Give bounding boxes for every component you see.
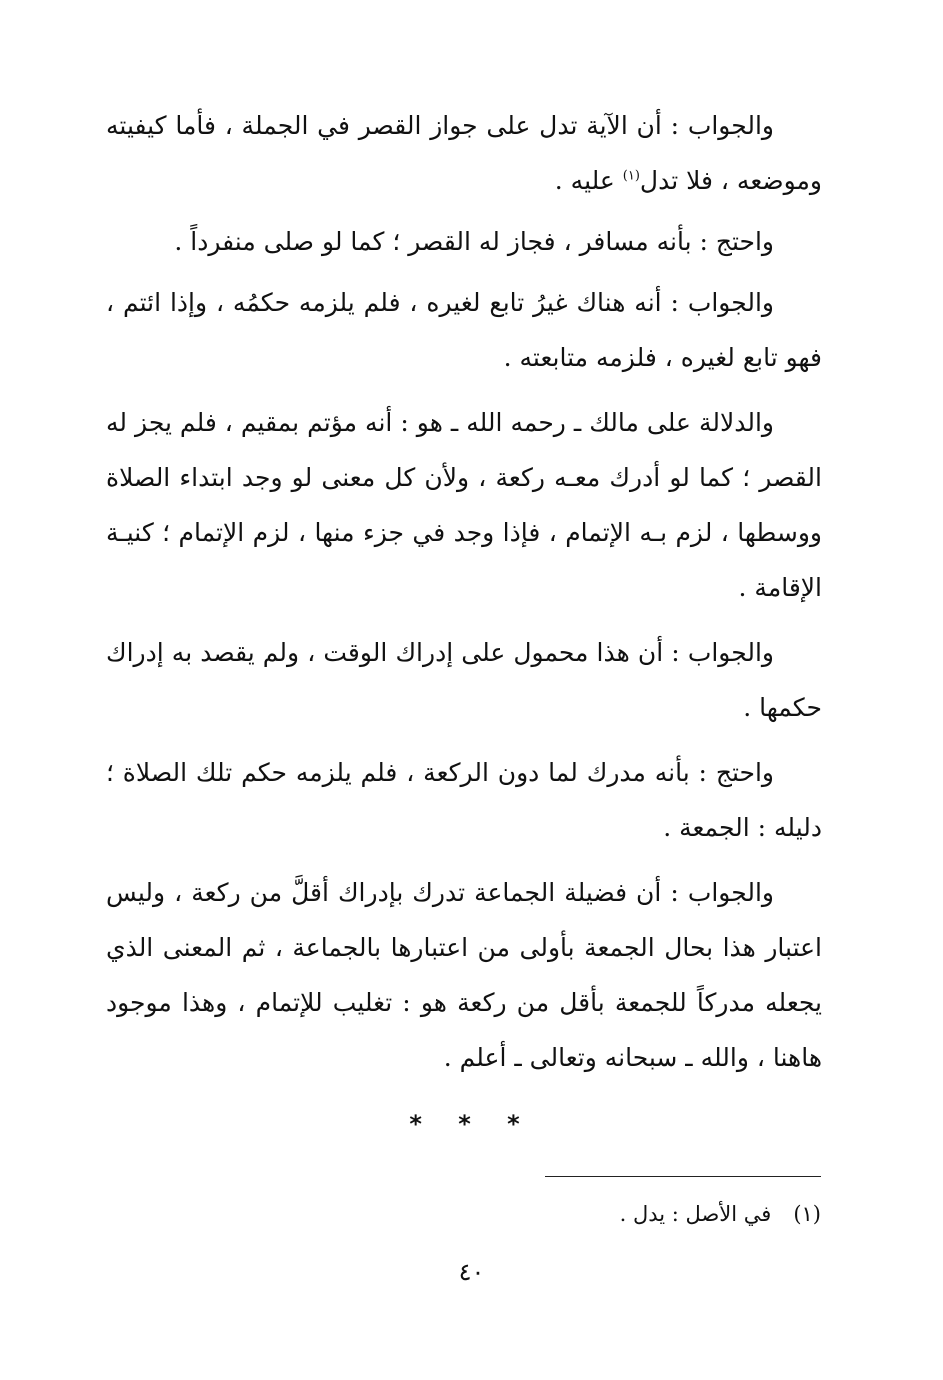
- paragraph-6: واحتج : بأنه مدرك لما دون الركعة ، فلم يلزمه حكم تلك الصلاة ؛ دليله : الجمعة .: [106, 758, 822, 842]
- footnote-text: في الأصل : يدل .: [619, 1202, 772, 1226]
- paragraph-5: والجواب : أن هذا محمول على إدراك الوقت ، ولم يقصد به إدراك حكمها .: [106, 638, 822, 722]
- paragraph-2: واحتج : بأنه مسافر ، فجاز له القصر ؛ كما لو صلى منفرداً .: [174, 227, 774, 256]
- section-separator: * * *: [409, 1110, 534, 1138]
- page-number: ٤٠: [458, 1258, 485, 1286]
- footnote: [300, 1196, 821, 1232]
- footnote-reference: (١): [622, 168, 640, 184]
- paragraph-7: والجواب : أن فضيلة الجماعة تدرك بإدراك أقلَّ من ركعة ، وليس اعتبار هذا بحال الجمعة بأولى من اعتبارها بالجماعة ، ثم المعنى الذي يجعله مدركاً للجمعة بأقل من ركعة هو : تغليب للإتمام ، وهذا موجود هاهنا ، والله ـ سبحانه وتعالى ـ أعلم .: [106, 878, 822, 1072]
- footnote-divider: [545, 1176, 821, 1177]
- paragraph-3: والجواب : أنه هناك غيرُ تابع لغيره ، فلم يلزمه حكمُه ، وإذا ائتم ، فهو تابع لغيره ، فلزمه متابعته .: [106, 288, 822, 372]
- main-text: [106, 98, 822, 1095]
- paragraph-1: [106, 98, 822, 208]
- paragraph-1-text-end: عليه .: [554, 166, 623, 195]
- paragraph-4: والدلالة على مالك ـ رحمه الله ـ هو : أنه مؤتم بمقيم ، فلم يجز له القصر ؛ كما لو أدرك معـه ركعة ، ولأن كل معنى لو وجد ابتداء الصلاة ووسطها ، لزم بـه الإتمام ، فإذا وجد في جزء منها ، لزم الإتمام ؛ كنيـة الإقامة .: [106, 408, 822, 602]
- footnote-number: (١): [793, 1202, 821, 1226]
- paragraph-1-text: والجواب : أن الآية تدل على جواز القصر في الجملة ، فأما كيفيته وموضعه ، فلا تدل: [106, 111, 822, 195]
